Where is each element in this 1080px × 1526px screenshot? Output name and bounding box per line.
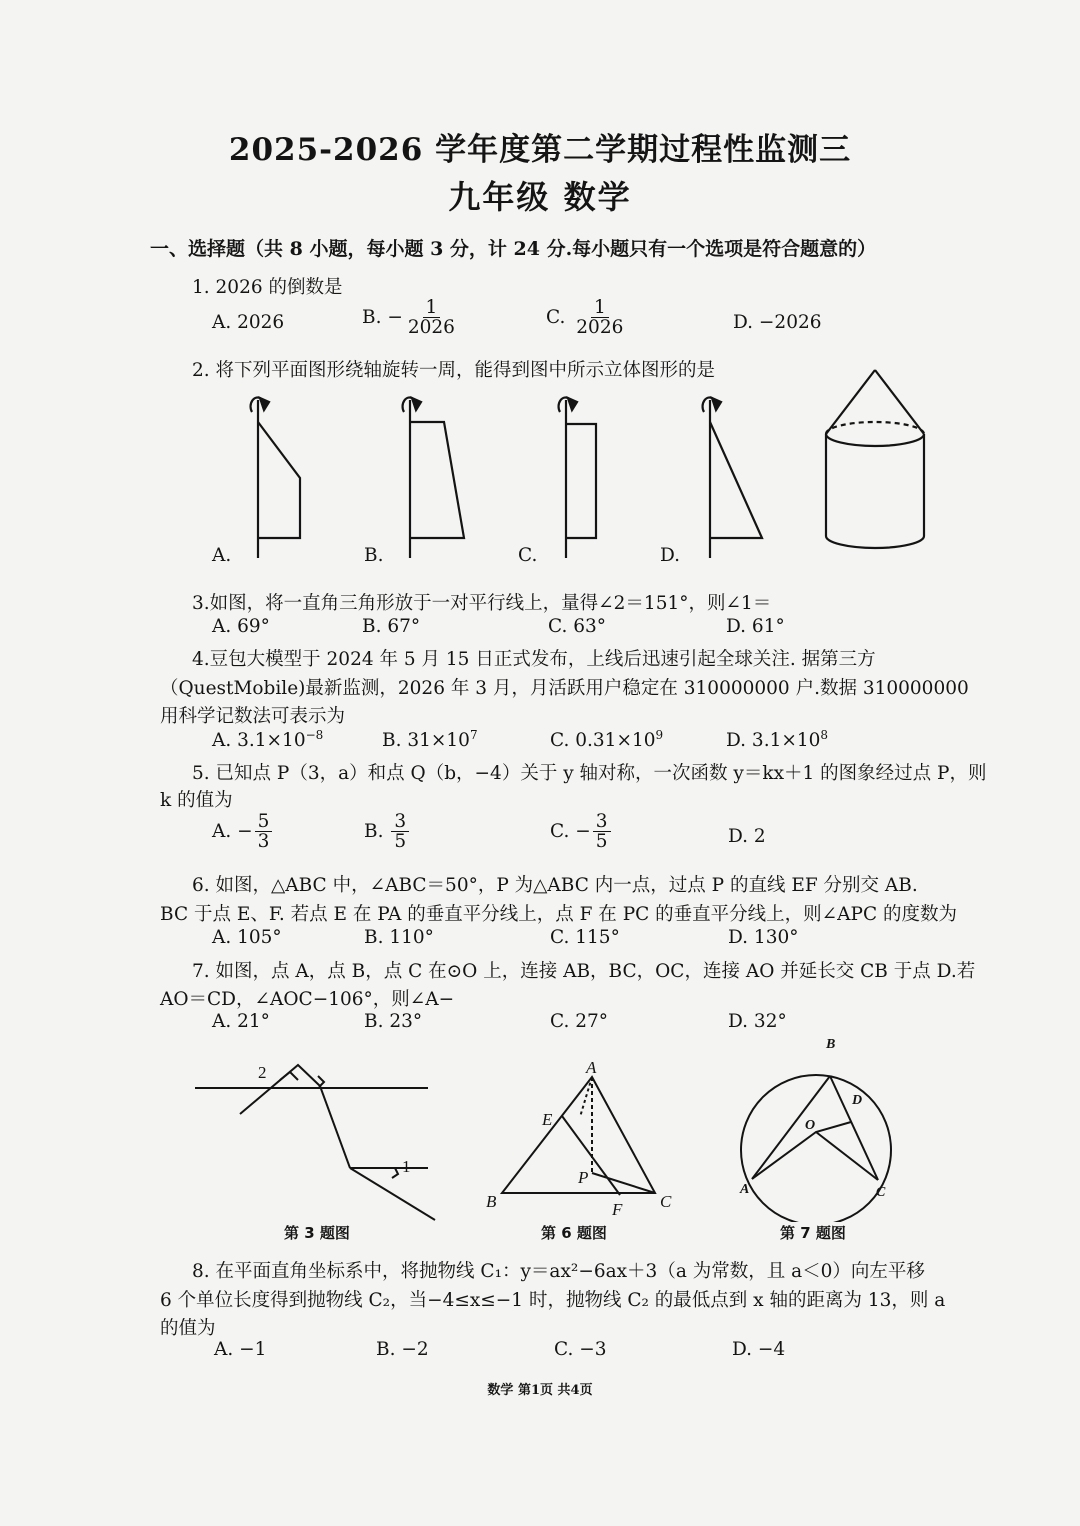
q8-option-d: D. −4 <box>732 1339 786 1360</box>
q4-option-b-base: B. 31×10 <box>382 730 470 752</box>
q2-shape-a <box>251 398 300 558</box>
q5-option-b <box>364 812 409 852</box>
figure-q6-label-e: E <box>542 1110 553 1129</box>
q1-stem: 1. 2026 的倒数是 <box>192 277 343 298</box>
q8-option-b: B. −2 <box>376 1339 429 1360</box>
q4-option-c <box>550 728 663 751</box>
q4-line1: 4.豆包大模型于 2024 年 5 月 15 日正式发布，上线后迅速引起全球关注. 据第三方 <box>192 649 876 670</box>
figure-q6-label-p: P <box>578 1168 589 1187</box>
q5-option-a-numerator: 5 <box>255 812 273 832</box>
q5-line2: k 的值为 <box>160 790 233 811</box>
figure-q7-caption: 第 7 题图 <box>780 1224 846 1242</box>
q4-option-b <box>382 728 478 751</box>
q4-line2: （QuestMobile)最新监测，2026 年 3 月，月活跃用户稳定在 310000000 户.数据 310000000 <box>160 678 969 699</box>
q5-option-b-denominator: 5 <box>394 831 407 853</box>
figure-q3 <box>190 1050 440 1225</box>
q1-option-c-numerator: 1 <box>591 298 609 318</box>
q2-stem: 2. 将下列平面图形绕轴旋转一周，能得到图中所示立体图形的是 <box>192 360 716 381</box>
q4-option-c-base: C. 0.31×10 <box>550 730 656 752</box>
q2-figures <box>200 360 970 575</box>
figure-q6-label-b: B <box>486 1192 497 1211</box>
q7-line1: 7. 如图，点 A，点 B，点 C 在⊙O 上，连接 AB，BC，OC，连接 AO 并延长交 CB 于点 D.若 <box>192 961 976 982</box>
q2-shape-c <box>559 398 596 558</box>
figure-q7 <box>730 1032 920 1222</box>
q1-option-b-label: B. − <box>362 306 403 328</box>
q7-option-c: C. 27° <box>550 1011 609 1032</box>
q2-label-b: B. <box>364 545 384 566</box>
q2-shape-d <box>703 398 762 558</box>
figure-q6 <box>480 1055 690 1220</box>
q1-option-c-denominator: 2026 <box>576 317 624 339</box>
q5-option-a <box>212 812 272 852</box>
q4-option-c-exp: 9 <box>655 728 664 742</box>
q6-option-d: D. 130° <box>728 927 799 948</box>
q4-option-d-base: D. 3.1×10 <box>726 730 821 752</box>
q2-solid-figure <box>826 370 924 548</box>
exam-subtitle: 九年级 数学 <box>448 178 632 216</box>
q2-label-d: D. <box>660 545 681 566</box>
q2-label-c: C. <box>518 545 538 566</box>
q5-option-c-numerator: 3 <box>593 812 611 832</box>
q1-option-b <box>362 298 458 338</box>
exam-title: 2025-2026 学年度第二学期过程性监测三 <box>228 132 852 168</box>
q6-option-b: B. 110° <box>364 927 434 948</box>
figure-q3-label-2: 2 <box>258 1063 267 1082</box>
q3-option-b: B. 67° <box>362 616 421 637</box>
figure-q6-label-c: C <box>660 1192 672 1211</box>
q4-option-a <box>212 728 323 751</box>
q7-option-b: B. 23° <box>364 1011 423 1032</box>
q8-option-c: C. −3 <box>554 1339 607 1360</box>
q5-option-c-denominator: 5 <box>595 831 608 853</box>
q1-option-b-numerator: 1 <box>423 298 441 318</box>
figure-q3-label-1: 1 <box>402 1157 411 1176</box>
figure-q7-label-a: A <box>740 1182 750 1197</box>
q7-line2: AO＝CD，∠AOC−106°，则∠A− <box>160 989 455 1010</box>
figure-q6-label-a: A <box>586 1058 597 1077</box>
q8-line2: 6 个单位长度得到抛物线 C₂，当−4≤x≤−1 时，抛物线 C₂ 的最低点到 x 轴的距离为 13，则 a <box>160 1290 946 1311</box>
q6-option-a: A. 105° <box>212 927 282 948</box>
q3-stem: 3.如图，将一直角三角形放于一对平行线上，量得∠2＝151°，则∠1＝ <box>192 593 772 614</box>
q8-line1: 8. 在平面直角坐标系中，将抛物线 C₁：y＝ax²−6ax＋3（a 为常数，且 a＜0）向左平移 <box>192 1261 925 1282</box>
q5-option-d: D. 2 <box>728 826 766 847</box>
q1-option-c <box>546 298 626 338</box>
q6-line2: BC 于点 E、F. 若点 E 在 PA 的垂直平分线上，点 F 在 PC 的垂直平分线上，则∠APC 的度数为 <box>160 904 958 925</box>
q1-option-b-denominator: 2026 <box>407 317 455 339</box>
q8-line3: 的值为 <box>160 1318 216 1339</box>
figure-q7-label-d: D <box>852 1093 863 1108</box>
q5-option-a-denominator: 3 <box>257 831 270 853</box>
q3-option-d: D. 61° <box>726 616 785 637</box>
q4-option-b-exp: 7 <box>469 728 478 742</box>
q1-option-a: A. 2026 <box>212 312 285 333</box>
q4-option-a-exp: −8 <box>305 728 324 742</box>
figure-q6-caption: 第 6 题图 <box>541 1224 607 1242</box>
q4-option-d <box>726 728 828 751</box>
q1-option-c-label: C. <box>546 306 566 328</box>
q3-option-c: C. 63° <box>548 616 607 637</box>
section-heading: 一、选择题（共 8 小题，每小题 3 分，计 24 分.每小题只有一个选项是符合题意的） <box>150 238 877 260</box>
figure-q7-label-b: B <box>826 1037 836 1052</box>
q5-option-b-label: B. <box>364 820 384 842</box>
q7-option-d: D. 32° <box>728 1011 787 1032</box>
q5-option-c <box>550 812 611 852</box>
q4-option-a-base: A. 3.1×10 <box>212 730 306 752</box>
figure-q3-caption: 第 3 题图 <box>284 1224 350 1242</box>
q8-option-a: A. −1 <box>214 1339 267 1360</box>
q6-line1: 6. 如图，△ABC 中，∠ABC＝50°，P 为△ABC 内一点，过点 P 的直线 EF 分别交 AB. <box>192 875 918 896</box>
q5-line1: 5. 已知点 P（3，a）和点 Q（b，−4）关于 y 轴对称，一次函数 y＝kx＋1 的图象经过点 P，则 <box>192 763 987 784</box>
q1-option-d: D. −2026 <box>733 312 822 333</box>
q5-option-c-label: C. − <box>550 820 591 842</box>
q6-option-c: C. 115° <box>550 927 620 948</box>
q2-label-a: A. <box>212 545 232 566</box>
q2-shape-b <box>403 398 464 558</box>
figure-q7-label-o: O <box>805 1118 816 1133</box>
q4-line3: 用科学记数法可表示为 <box>160 706 346 727</box>
q5-option-b-numerator: 3 <box>391 812 409 832</box>
figure-q6-label-f: F <box>612 1200 623 1219</box>
q7-option-a: A. 21° <box>212 1011 270 1032</box>
q4-option-d-exp: 8 <box>820 728 829 742</box>
page-footer: 数学 第1页 共4页 <box>487 1383 593 1398</box>
q5-option-a-label: A. − <box>212 820 253 842</box>
figure-q7-label-c: C <box>876 1185 886 1200</box>
q3-option-a: A. 69° <box>212 616 270 637</box>
